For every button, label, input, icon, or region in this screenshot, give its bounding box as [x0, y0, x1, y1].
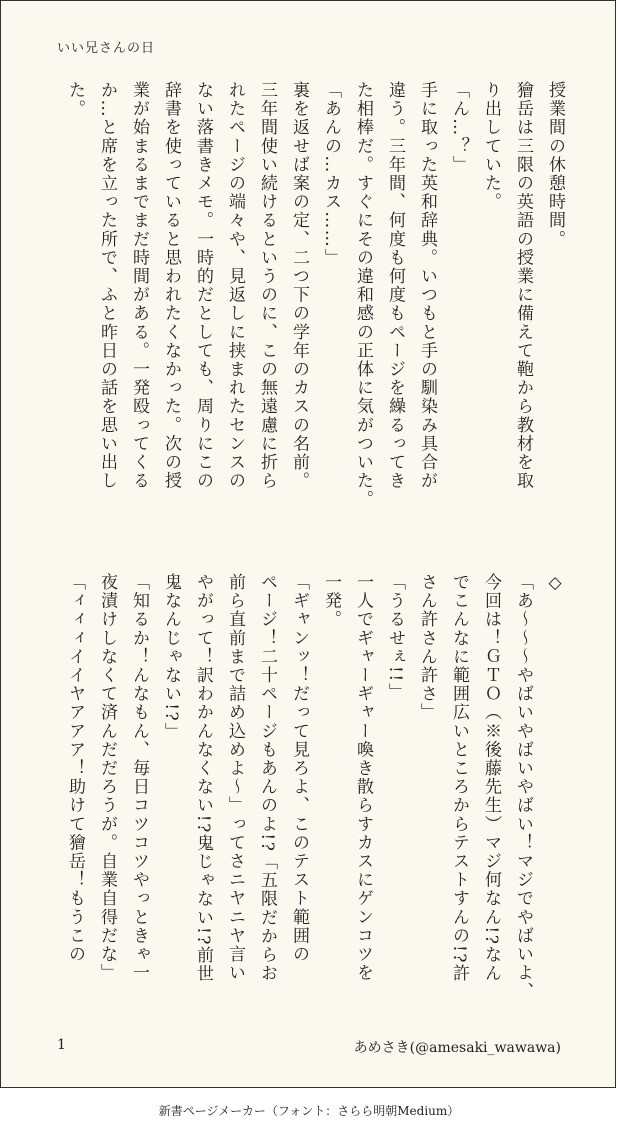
text-line: れたページの端々や、見返しに挟まれたセンスの [225, 81, 245, 491]
text-line: た。 [65, 81, 85, 119]
text-line: さん許さん許さ」 [417, 573, 437, 722]
text-line: 今回は！ＧＴＯ（※後藤先生）マジ何なん!?なん [481, 573, 501, 983]
text-line: か…と席を立った所で、ふと昨日の話を思い出し [97, 81, 117, 491]
text-line: ページ！二十ページもあんのよ!?「五限だからお [257, 573, 277, 983]
author-credit: あめさき(@amesaki_wawawa) [353, 1040, 561, 1056]
text-line: 業が始まるまでまだ時間がある。一発殴ってくる [129, 81, 149, 491]
text-line: 辞書を使っていると思われたくなかった。次の授 [161, 81, 181, 491]
text-line: 手に取った英和辞典。いつもと手の馴染み具合が [417, 81, 437, 491]
lower-text-block [51, 573, 571, 1009]
text-line: 「ん…？」 [449, 81, 469, 174]
text-line: 一人でギャーギャー喚き散らすカスにゲンコツを [353, 573, 373, 983]
text-line: 違う。三年間、何度も何度もページを繰るってき [385, 81, 405, 491]
text-line: 一発。 [321, 573, 341, 629]
page-number: 1 [57, 1037, 66, 1053]
text-line: 前ら直前まで詰め込めよ〜」ってさニヤニヤ言い [225, 573, 245, 983]
upper-text-block [51, 81, 571, 517]
text-line: やがって！訳わかんなくない!?鬼じゃない!?前世 [193, 573, 213, 984]
running-title: いい兄さんの日 [57, 41, 156, 56]
text-line: 裏を返せば案の定、二つ下の学年のカスの名前。 [289, 81, 309, 491]
text-line: 三年間使い続けるというのに、この無遠慮に折ら [257, 81, 277, 491]
text-line: 「ィィィイイヤアアア！助けて獪岳！もうこの [65, 573, 85, 964]
text-line: ◇ [545, 573, 565, 595]
text-line: り出していた。 [481, 81, 501, 212]
text-line: た相棒だ。すぐにその違和感の正体に気がついた。 [353, 81, 373, 509]
text-line: 獪岳は三限の英語の授業に備えて鞄から教材を取 [513, 81, 533, 491]
text-line: 「知るか！んなもん、毎日コツコツやっときゃ一 [129, 573, 149, 983]
text-line: 「あんの…カス……」 [321, 81, 341, 267]
text-line: ない落書きメモ。一時的だとしても、周りにこの [193, 81, 213, 491]
text-line: 授業間の休憩時間。 [545, 81, 565, 249]
text-line: 「うるせぇ!!」 [385, 573, 405, 702]
generator-credit: 新書ページメーカー（フォント：さらら明朝Medium） [158, 1104, 460, 1118]
text-line: でこんなに範囲広いところからテストすんの!?許 [449, 573, 469, 983]
text-line: 「ギャンッ！だって見ろよ、このテスト範囲の [289, 573, 309, 964]
text-line: 「あ〜〜〜やばいやばいやばい！マジでやばいよ、 [513, 573, 533, 1001]
text-line: 鬼なんじゃない!?」 [161, 573, 181, 741]
text-line: 夜漬けしなくて済んだだろうが。自業自得だな」 [97, 573, 117, 983]
